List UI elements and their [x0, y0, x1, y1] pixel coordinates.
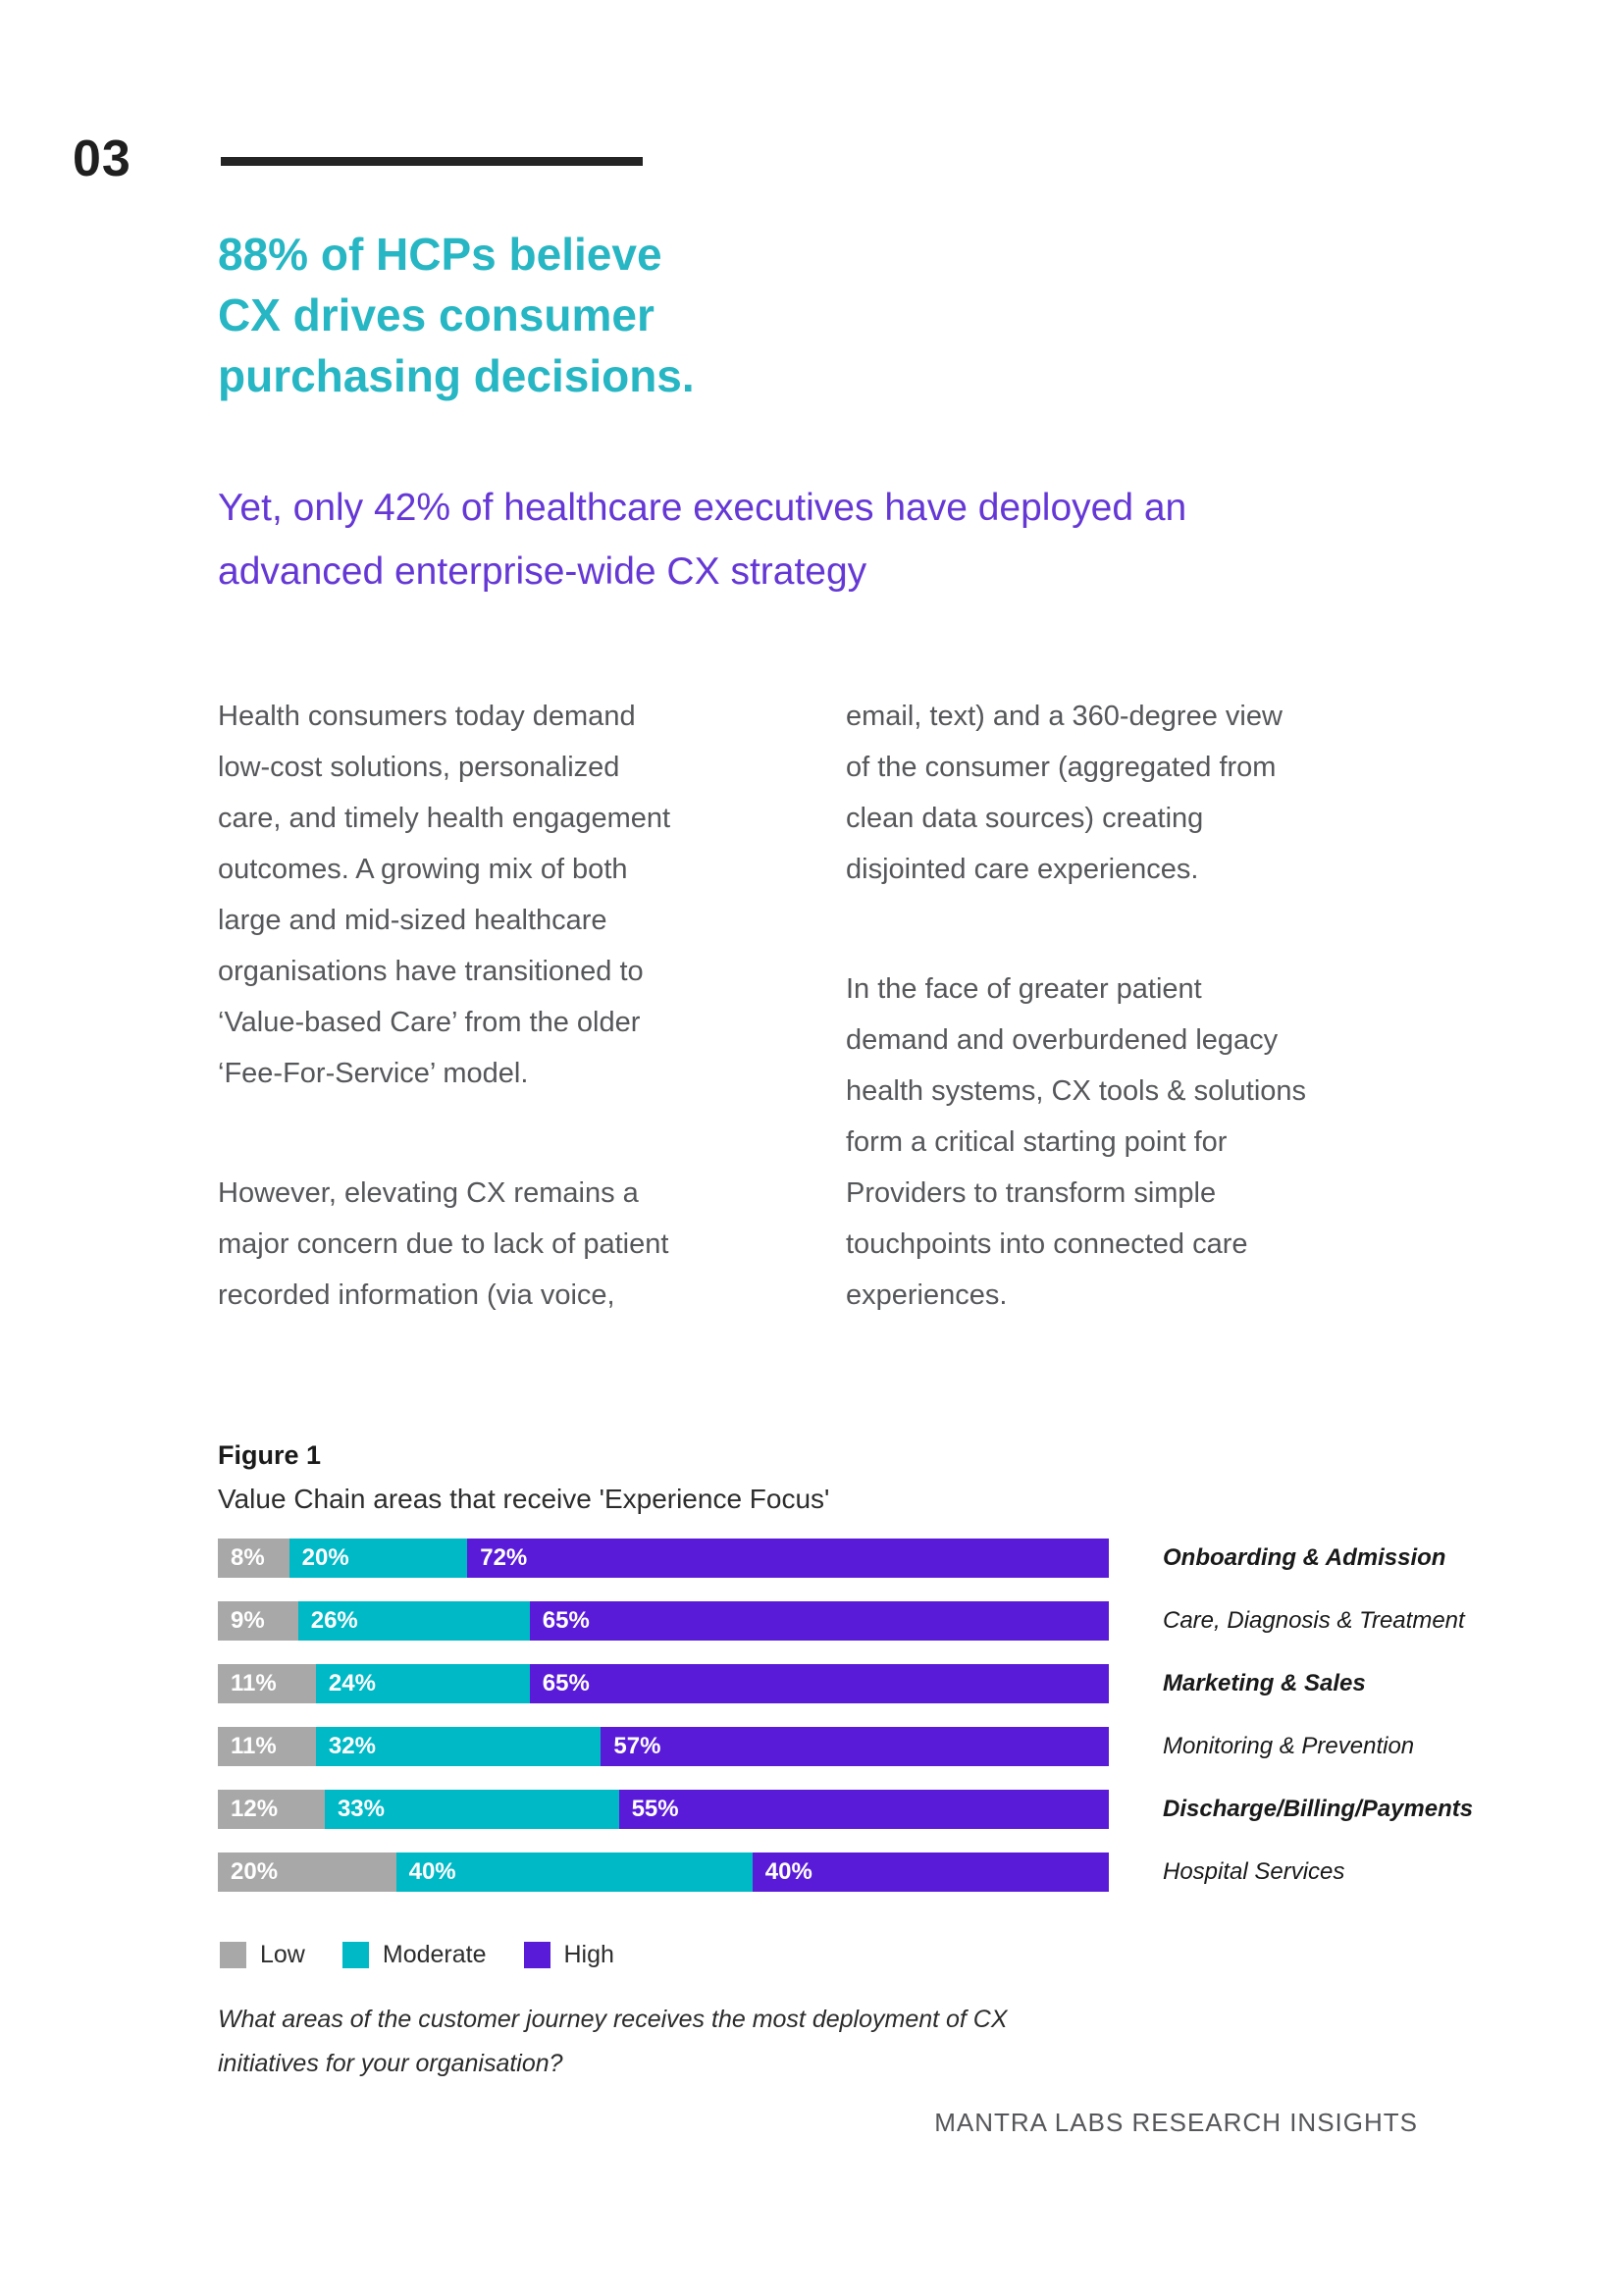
bar-track	[218, 1852, 1109, 1892]
bar-segment-moderate	[396, 1852, 753, 1892]
bar-track	[218, 1539, 1109, 1578]
body-paragraph: However, elevating CX remains a major concern due to lack of patient recorded information (via voice,	[218, 1177, 669, 1311]
bar-category-label: Discharge/Billing/Payments	[1163, 1796, 1474, 1822]
bar-category-label: Marketing & Sales	[1163, 1670, 1366, 1696]
figure-question: What areas of the customer journey receives the most deployment of CX initiatives for your organisation?	[218, 2006, 1008, 2077]
legend-swatch-high	[524, 1942, 550, 1968]
bar-segment-value: 20%	[231, 1858, 279, 1885]
bar-track	[218, 1790, 1109, 1829]
headline-teal: 88% of HCPs believe CX drives consumer purchasing decisions.	[218, 229, 695, 401]
bar-segment-moderate	[316, 1664, 530, 1703]
legend-label-low: Low	[260, 1941, 305, 1968]
bar-segment-value: 32%	[328, 1733, 376, 1759]
bar-track	[218, 1601, 1109, 1641]
bar-segment-high	[530, 1601, 1109, 1641]
bar-segment-value: 26%	[310, 1607, 358, 1634]
bar-segment-value: 40%	[408, 1858, 456, 1885]
bar-segment-value: 55%	[631, 1796, 679, 1822]
bar-segment-value: 12%	[231, 1796, 279, 1822]
body-column-right	[846, 691, 1425, 1321]
body-columns	[218, 691, 1425, 1321]
bar-segment-value: 8%	[231, 1544, 265, 1571]
bar-segment-moderate	[325, 1790, 619, 1829]
page-number: 03	[73, 130, 131, 187]
legend-label-high: High	[563, 1941, 614, 1968]
bar-segment-moderate	[316, 1727, 602, 1766]
bar-category-label: Monitoring & Prevention	[1163, 1733, 1415, 1759]
legend-item-high	[524, 1941, 614, 1969]
bar-segment-low	[218, 1727, 316, 1766]
chart-row	[218, 1601, 1473, 1641]
bar-segment-low	[218, 1790, 325, 1829]
bar-category-label: Care, Diagnosis & Treatment	[1163, 1607, 1465, 1634]
bar-segment-high	[619, 1790, 1109, 1829]
chart-row	[218, 1664, 1473, 1703]
bar-segment-value: 65%	[542, 1607, 590, 1634]
bar-segment-high	[467, 1539, 1109, 1578]
legend-label-moderate: Moderate	[382, 1941, 487, 1968]
chart-row	[218, 1790, 1473, 1829]
bar-segment-low	[218, 1539, 289, 1578]
bar-segment-low	[218, 1664, 316, 1703]
chart-row	[218, 1539, 1473, 1578]
bar-segment-high	[530, 1664, 1109, 1703]
bar-category-label: Hospital Services	[1163, 1858, 1345, 1885]
legend-swatch-low	[220, 1942, 246, 1968]
bar-category-label: Onboarding & Admission	[1163, 1544, 1446, 1571]
bar-segment-value: 24%	[328, 1670, 376, 1696]
body-column-left	[218, 691, 797, 1321]
legend-item-low	[220, 1941, 305, 1969]
body-paragraph: Health consumers today demand low-cost solutions, personalized care, and timely health engagement outcomes. A growing mix of both large and mid-sized healthcare organisations have transitioned to ‘Value-based Care’ from the older ‘Fee-For-Service’ model.	[218, 701, 671, 1089]
bar-segment-value: 57%	[613, 1733, 661, 1759]
bar-segment-high	[753, 1852, 1109, 1892]
bar-segment-value: 11%	[231, 1670, 277, 1696]
bar-segment-moderate	[289, 1539, 468, 1578]
bar-segment-low	[218, 1852, 396, 1892]
chart-row	[218, 1852, 1473, 1892]
chart-legend	[220, 1941, 652, 1969]
bar-track	[218, 1664, 1109, 1703]
stacked-bar-chart	[218, 1539, 1473, 1915]
headline-purple: Yet, only 42% of healthcare executives have deployed an advanced enterprise-wide CX strategy	[218, 487, 1187, 593]
bar-segment-low	[218, 1601, 298, 1641]
bar-segment-moderate	[298, 1601, 530, 1641]
bar-segment-value: 11%	[231, 1733, 277, 1759]
bar-segment-value: 33%	[337, 1796, 385, 1822]
legend-swatch-moderate	[342, 1942, 369, 1968]
bar-segment-value: 9%	[231, 1607, 265, 1634]
bar-track	[218, 1727, 1109, 1766]
bar-segment-high	[601, 1727, 1109, 1766]
footer-text: MANTRA LABS RESEARCH INSIGHTS	[934, 2108, 1418, 2137]
body-paragraph: email, text) and a 360-degree view of the consumer (aggregated from clean data sources) creating disjointed care experiences.	[846, 701, 1283, 885]
bar-segment-value: 65%	[542, 1670, 590, 1696]
body-paragraph: In the face of greater patient demand and overburdened legacy health systems, CX tools & solutions form a critical starting point for Providers to transform simple touchpoints into connected care experiences.	[846, 973, 1307, 1311]
legend-item-moderate	[342, 1941, 487, 1969]
bar-segment-value: 72%	[480, 1544, 528, 1571]
bar-segment-value: 20%	[301, 1544, 349, 1571]
figure-label: Figure 1	[218, 1440, 322, 1470]
figure-title: Value Chain areas that receive 'Experience Focus'	[218, 1484, 830, 1514]
bar-segment-value: 40%	[764, 1858, 812, 1885]
header-rule	[221, 157, 643, 166]
chart-row	[218, 1727, 1473, 1766]
